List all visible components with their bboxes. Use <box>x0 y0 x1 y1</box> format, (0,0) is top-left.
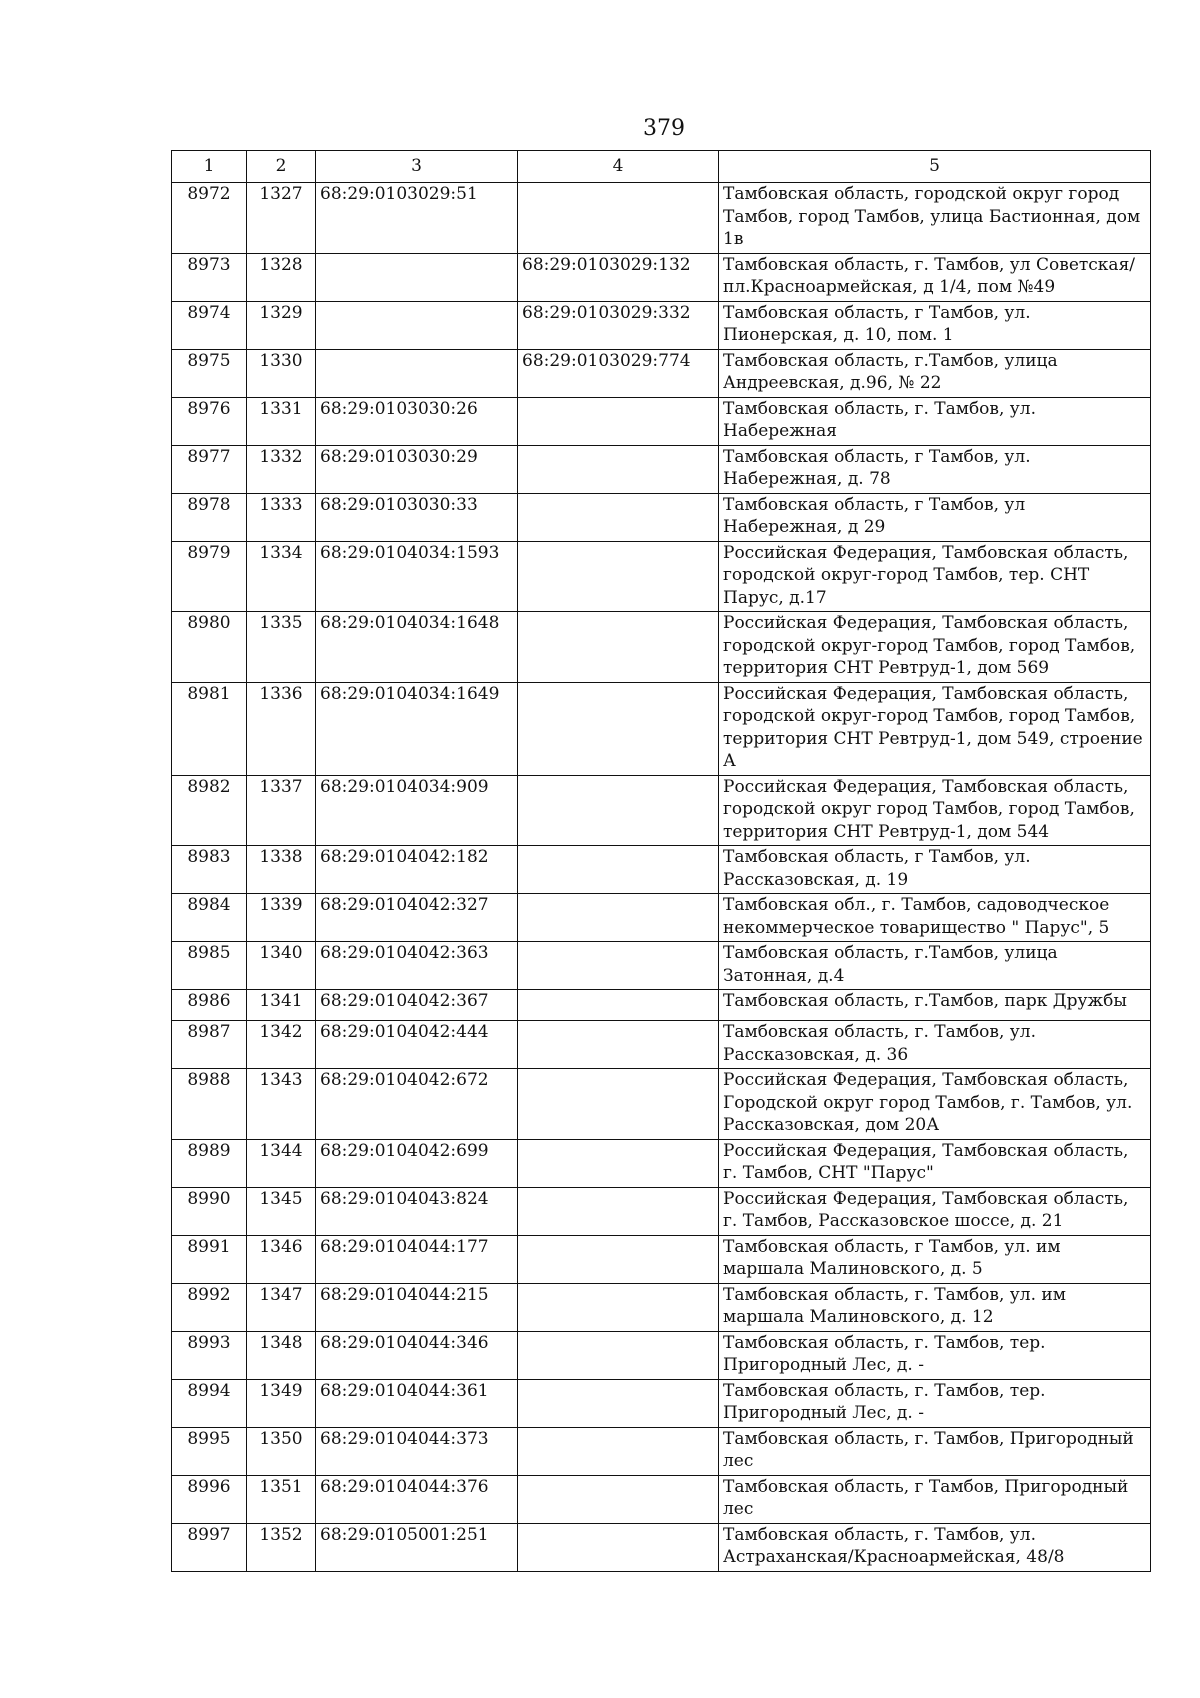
column-header-1: 1 <box>172 151 247 183</box>
row-number: 8976 <box>172 397 247 445</box>
row-number: 8972 <box>172 183 247 254</box>
cadastral-number-object <box>518 1283 719 1331</box>
address: Российская Федерация, Тамбовская область, городской округ-город Тамбов, город Тамбов, территория СНТ Ревтруд-1, дом 569 <box>719 612 1151 683</box>
table-row <box>172 349 1151 397</box>
cadastral-number-object <box>518 1331 719 1379</box>
column-header-3: 3 <box>316 151 518 183</box>
row-index: 1340 <box>247 942 316 990</box>
address: Российская Федерация, Тамбовская область, г. Тамбов, Рассказовское шоссе, д. 21 <box>719 1187 1151 1235</box>
row-number: 8989 <box>172 1139 247 1187</box>
table-row <box>172 1139 1151 1187</box>
cadastral-number-object <box>518 445 719 493</box>
row-index: 1346 <box>247 1235 316 1283</box>
row-number: 8990 <box>172 1187 247 1235</box>
row-number: 8983 <box>172 846 247 894</box>
cadastral-number-land: 68:29:0104044:373 <box>316 1427 518 1475</box>
cadastral-number-land: 68:29:0104034:1593 <box>316 541 518 612</box>
row-number: 8986 <box>172 990 247 1021</box>
cadastral-number-land: 68:29:0104034:1649 <box>316 682 518 775</box>
row-index: 1352 <box>247 1523 316 1571</box>
row-number: 8979 <box>172 541 247 612</box>
cadastral-number-land: 68:29:0105001:251 <box>316 1523 518 1571</box>
table-row <box>172 942 1151 990</box>
address: Тамбовская область, г. Тамбов, ул. Набережная <box>719 397 1151 445</box>
cadastral-number-object <box>518 1475 719 1523</box>
table-row <box>172 541 1151 612</box>
table-body <box>172 183 1151 1572</box>
cadastral-number-object <box>518 682 719 775</box>
row-number: 8977 <box>172 445 247 493</box>
row-number: 8984 <box>172 894 247 942</box>
table-row <box>172 183 1151 254</box>
row-index: 1330 <box>247 349 316 397</box>
table-row <box>172 775 1151 846</box>
table-row <box>172 1021 1151 1069</box>
cadastral-number-land <box>316 349 518 397</box>
address: Тамбовская область, г Тамбов, ул Набережная, д 29 <box>719 493 1151 541</box>
table-row <box>172 445 1151 493</box>
row-index: 1345 <box>247 1187 316 1235</box>
row-number: 8973 <box>172 253 247 301</box>
table-row <box>172 1187 1151 1235</box>
cadastral-number-land: 68:29:0104034:909 <box>316 775 518 846</box>
row-number: 8997 <box>172 1523 247 1571</box>
row-index: 1350 <box>247 1427 316 1475</box>
column-header-4: 4 <box>518 151 719 183</box>
cadastral-number-object <box>518 493 719 541</box>
row-index: 1332 <box>247 445 316 493</box>
row-index: 1334 <box>247 541 316 612</box>
cadastral-number-object <box>518 397 719 445</box>
row-index: 1351 <box>247 1475 316 1523</box>
cadastral-number-object <box>518 942 719 990</box>
cadastral-number-land: 68:29:0104042:672 <box>316 1069 518 1140</box>
row-index: 1333 <box>247 493 316 541</box>
cadastral-number-object <box>518 1021 719 1069</box>
row-number: 8996 <box>172 1475 247 1523</box>
address: Российская Федерация, Тамбовская область, городской округ-город Тамбов, тер. СНТ Парус, д.17 <box>719 541 1151 612</box>
cadastral-number-land: 68:29:0104042:444 <box>316 1021 518 1069</box>
cadastral-number-land: 68:29:0104042:699 <box>316 1139 518 1187</box>
row-number: 8992 <box>172 1283 247 1331</box>
address: Тамбовская область, г Тамбов, ул. им маршала Малиновского, д. 5 <box>719 1235 1151 1283</box>
cadastral-number-object <box>518 846 719 894</box>
cadastral-number-object <box>518 775 719 846</box>
address: Тамбовская область, г. Тамбов, ул. им маршала Малиновского, д. 12 <box>719 1283 1151 1331</box>
address: Тамбовская область, г Тамбов, ул. Набережная, д. 78 <box>719 445 1151 493</box>
cadastral-number-land: 68:29:0104044:346 <box>316 1331 518 1379</box>
header-row <box>172 151 1151 183</box>
row-index: 1347 <box>247 1283 316 1331</box>
row-index: 1335 <box>247 612 316 683</box>
address: Тамбовская область, г. Тамбов, тер. Пригородный Лес, д. - <box>719 1379 1151 1427</box>
table-row <box>172 1235 1151 1283</box>
address: Российская Федерация, Тамбовская область, г. Тамбов, СНТ "Парус" <box>719 1139 1151 1187</box>
table-row <box>172 894 1151 942</box>
cadastral-number-object <box>518 612 719 683</box>
row-number: 8974 <box>172 301 247 349</box>
cadastral-number-land: 68:29:0104042:327 <box>316 894 518 942</box>
cadastral-number-land: 68:29:0104043:824 <box>316 1187 518 1235</box>
cadastral-number-object <box>518 1523 719 1571</box>
row-number: 8978 <box>172 493 247 541</box>
address: Тамбовская область, г.Тамбов, улица Андреевская, д.96, № 22 <box>719 349 1151 397</box>
cadastral-number-land <box>316 301 518 349</box>
row-number: 8988 <box>172 1069 247 1140</box>
address: Тамбовская область, г. Тамбов, Пригородный лес <box>719 1427 1151 1475</box>
cadastral-number-land: 68:29:0104042:182 <box>316 846 518 894</box>
row-index: 1342 <box>247 1021 316 1069</box>
address: Тамбовская область, г. Тамбов, тер. Пригородный Лес, д. - <box>719 1331 1151 1379</box>
cadastral-number-object: 68:29:0103029:132 <box>518 253 719 301</box>
address: Тамбовская область, г Тамбов, ул. Рассказовская, д. 19 <box>719 846 1151 894</box>
row-index: 1339 <box>247 894 316 942</box>
column-header-2: 2 <box>247 151 316 183</box>
cadastral-number-land: 68:29:0104044:215 <box>316 1283 518 1331</box>
table-row <box>172 397 1151 445</box>
cadastral-number-land: 68:29:0103030:26 <box>316 397 518 445</box>
row-index: 1327 <box>247 183 316 254</box>
address: Тамбовская область, г Тамбов, ул. Пионерская, д. 10, пом. 1 <box>719 301 1151 349</box>
cadastral-number-object <box>518 541 719 612</box>
row-index: 1349 <box>247 1379 316 1427</box>
row-number: 8981 <box>172 682 247 775</box>
cadastral-number-object <box>518 1379 719 1427</box>
cadastral-number-land: 68:29:0104044:177 <box>316 1235 518 1283</box>
table-row <box>172 301 1151 349</box>
cadastral-number-land: 68:29:0104034:1648 <box>316 612 518 683</box>
table-row <box>172 846 1151 894</box>
row-number: 8993 <box>172 1331 247 1379</box>
row-index: 1337 <box>247 775 316 846</box>
row-index: 1338 <box>247 846 316 894</box>
address: Тамбовская область, г Тамбов, Пригородный лес <box>719 1475 1151 1523</box>
cadastral-number-land: 68:29:0103029:51 <box>316 183 518 254</box>
cadastral-number-object: 68:29:0103029:774 <box>518 349 719 397</box>
cadastral-number-land: 68:29:0104042:363 <box>316 942 518 990</box>
address: Тамбовская область, г.Тамбов, парк Дружбы <box>719 990 1151 1021</box>
table-row <box>172 990 1151 1021</box>
row-number: 8982 <box>172 775 247 846</box>
row-index: 1343 <box>247 1069 316 1140</box>
address: Российская Федерация, Тамбовская область, городской округ город Тамбов, город Тамбов, территория СНТ Ревтруд-1, дом 544 <box>719 775 1151 846</box>
row-index: 1336 <box>247 682 316 775</box>
address: Тамбовская область, г. Тамбов, ул. Рассказовская, д. 36 <box>719 1021 1151 1069</box>
cadastral-number-object <box>518 1069 719 1140</box>
page-number: 379 <box>643 116 685 141</box>
row-number: 8985 <box>172 942 247 990</box>
address: Тамбовская обл., г. Тамбов, садоводческое некоммерческое товарищество " Парус", 5 <box>719 894 1151 942</box>
address: Российская Федерация, Тамбовская область, городской округ-город Тамбов, город Тамбов, территория СНТ Ревтруд-1, дом 549, строение А <box>719 682 1151 775</box>
row-index: 1329 <box>247 301 316 349</box>
cadastral-number-land: 68:29:0104044:361 <box>316 1379 518 1427</box>
table-row <box>172 1283 1151 1331</box>
row-index: 1348 <box>247 1331 316 1379</box>
table-row <box>172 682 1151 775</box>
table-row <box>172 1379 1151 1427</box>
cadastral-number-land: 68:29:0104044:376 <box>316 1475 518 1523</box>
cadastral-number-object: 68:29:0103029:332 <box>518 301 719 349</box>
table-row <box>172 1475 1151 1523</box>
row-number: 8975 <box>172 349 247 397</box>
address: Тамбовская область, г.Тамбов, улица Затонная, д.4 <box>719 942 1151 990</box>
table-row <box>172 1331 1151 1379</box>
cadastral-number-object <box>518 1139 719 1187</box>
cadastral-number-object <box>518 1187 719 1235</box>
table-row <box>172 1427 1151 1475</box>
cadastral-number-land: 68:29:0103030:33 <box>316 493 518 541</box>
cadastral-number-object <box>518 183 719 254</box>
table-row <box>172 1523 1151 1571</box>
row-number: 8994 <box>172 1379 247 1427</box>
cadastral-number-land: 68:29:0103030:29 <box>316 445 518 493</box>
row-index: 1341 <box>247 990 316 1021</box>
row-index: 1328 <box>247 253 316 301</box>
address: Тамбовская область, городской округ город Тамбов, город Тамбов, улица Бастионная, дом 1в <box>719 183 1151 254</box>
column-header-5: 5 <box>719 151 1151 183</box>
row-number: 8980 <box>172 612 247 683</box>
address: Тамбовская область, г. Тамбов, ул Советская/пл.Красноармейская, д 1/4, пом №49 <box>719 253 1151 301</box>
cadastral-number-land <box>316 253 518 301</box>
row-number: 8995 <box>172 1427 247 1475</box>
table-row <box>172 1069 1151 1140</box>
address: Тамбовская область, г. Тамбов, ул. Астраханская/Красноармейская, 48/8 <box>719 1523 1151 1571</box>
table-row <box>172 612 1151 683</box>
cadastral-number-object <box>518 990 719 1021</box>
registry-table <box>171 150 1151 1572</box>
cadastral-number-object <box>518 1427 719 1475</box>
cadastral-number-object <box>518 894 719 942</box>
table-row <box>172 253 1151 301</box>
row-number: 8991 <box>172 1235 247 1283</box>
cadastral-number-land: 68:29:0104042:367 <box>316 990 518 1021</box>
row-index: 1344 <box>247 1139 316 1187</box>
address: Российская Федерация, Тамбовская область, Городской округ город Тамбов, г. Тамбов, ул. Рассказовская, дом 20А <box>719 1069 1151 1140</box>
row-number: 8987 <box>172 1021 247 1069</box>
cadastral-number-object <box>518 1235 719 1283</box>
table-row <box>172 493 1151 541</box>
row-index: 1331 <box>247 397 316 445</box>
